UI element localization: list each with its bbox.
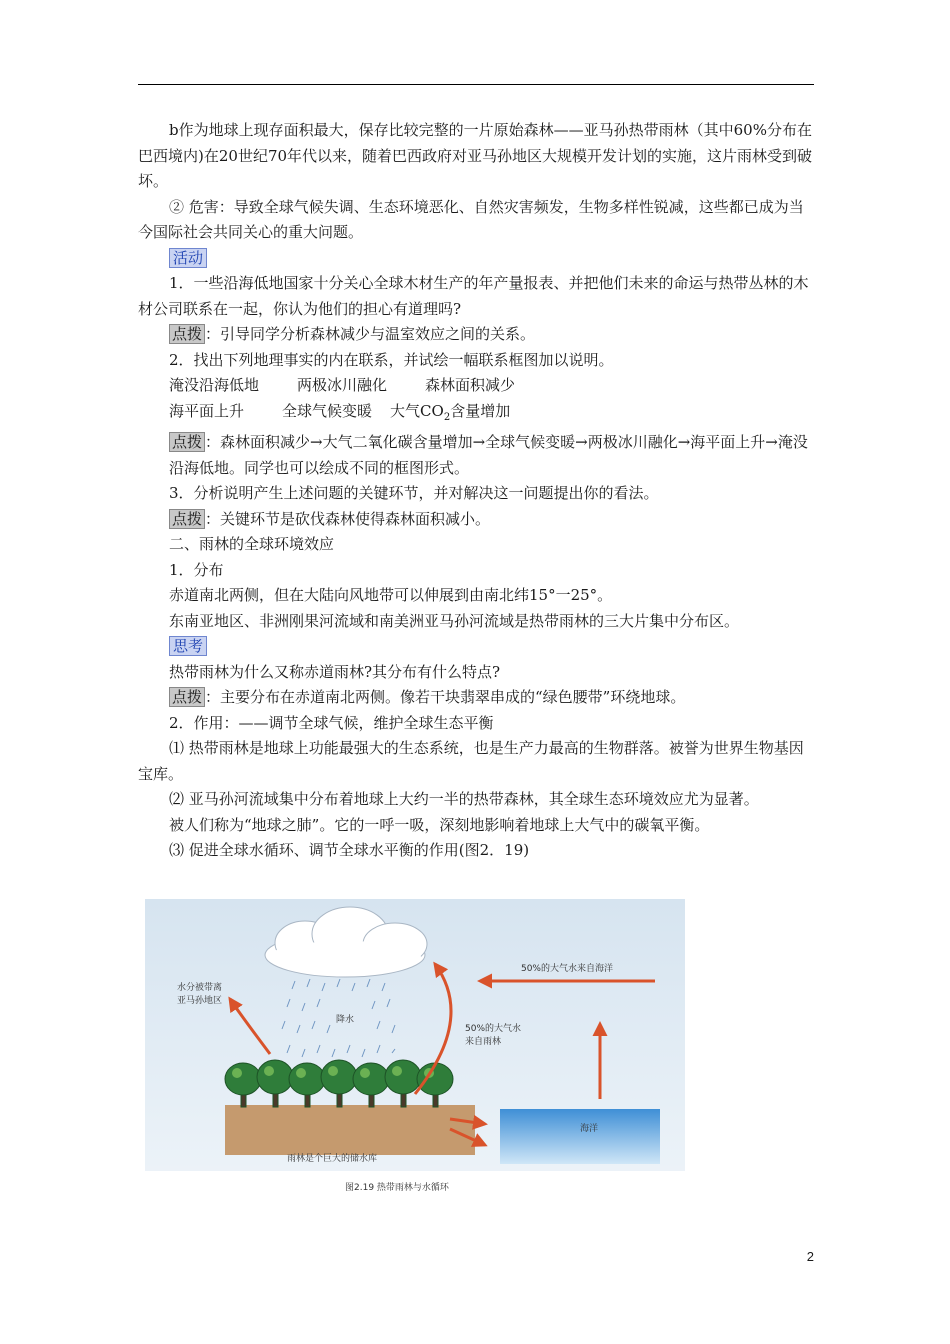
activity-heading bbox=[138, 246, 814, 272]
think-tag: 思考 bbox=[169, 636, 207, 656]
hint-1-text: ：引导同学分析森林减少与温室效应之间的关系。 bbox=[205, 325, 536, 343]
hint-label: 点拨 bbox=[169, 509, 205, 529]
role-title: 2．作用：——调节全球气候，维护全球生态平衡 bbox=[169, 713, 494, 732]
fact-4: 海平面上升 bbox=[169, 401, 245, 420]
hint-1 bbox=[138, 322, 814, 348]
think-question: 热带雨林为什么又称赤道雨林?其分布有什么特点? bbox=[169, 662, 501, 681]
question-1: 1．一些沿海低地国家十分关心全球木材生产的年产量报表、并把他们未来的命运与热带丛林的木材公司联系在一起，你认为他们的担心有道理吗? bbox=[138, 274, 809, 318]
section-heading: 二、雨林的全球环境效应 bbox=[169, 535, 335, 553]
hint-4 bbox=[138, 685, 814, 711]
role-1: ⑴ 热带雨林是地球上功能最强大的生态系统，也是生产力最高的生物群落。被誉为世界生物基因宝库。 bbox=[138, 739, 804, 783]
paragraph-harm: ② 危害：导致全球气候失调、生态环境恶化、自然灾害频发，生物多样性锐减，这些都已成为当今国际社会共同关心的重大问题。 bbox=[138, 197, 804, 241]
hint-label: 点拨 bbox=[169, 324, 205, 344]
fact-3: 森林面积减少 bbox=[425, 376, 516, 394]
moisture-out-label-2: 亚马孙地区 bbox=[177, 996, 223, 1006]
water-cycle-figure bbox=[145, 899, 685, 1199]
role-3: ⑶ 促进全球水循环、调节全球水平衡的作用(图2．19) bbox=[169, 841, 530, 859]
facts-row-2 bbox=[138, 399, 814, 431]
figure-caption: 图2.19 热带雨林与水循环 bbox=[345, 1183, 449, 1193]
question-3: 3．分析说明产生上述问题的关键环节，并对解决这一问题提出你的看法。 bbox=[169, 484, 659, 502]
question-2: 2．找出下列地理事实的内在联系，并试绘一幅联系框图加以说明。 bbox=[169, 350, 614, 369]
ocean-label: 海洋 bbox=[579, 1124, 599, 1134]
ocean bbox=[500, 1109, 660, 1164]
ocean-source-label: 50%的大气水来自海洋 bbox=[520, 964, 614, 974]
distribution-1: 赤道南北两侧，但在大陆向风地带可以伸展到由南北纬15°一25°。 bbox=[169, 586, 613, 604]
hint-4-text: ：主要分布在赤道南北两侧。像若干块翡翠串成的“绿色腰带”环绕地球。 bbox=[205, 688, 686, 706]
hint-2 bbox=[138, 430, 814, 481]
distribution-2: 东南亚地区、非洲刚果河流域和南美洲亚马孙河流域是热带雨林的三大片集中分布区。 bbox=[169, 611, 740, 630]
hint-label: 点拨 bbox=[169, 687, 205, 707]
paragraph-b: b作为地球上现存面积最大，保存比较完整的一片原始森林——亚马孙热带雨林（其中60%分布在巴西境内)在20世纪70年代以来，随着巴西政府对亚马孙地区大规模开发计划的实施，这片雨林受到破坏。 bbox=[138, 121, 813, 190]
hint-3 bbox=[138, 507, 814, 533]
page-number: 2 bbox=[806, 1249, 814, 1264]
hint-3-text: ：关键环节是砍伐森林使得森林面积减小。 bbox=[205, 509, 491, 528]
forest-source-label-2: 来自雨林 bbox=[465, 1037, 502, 1047]
think-heading bbox=[138, 634, 814, 660]
header-rule bbox=[138, 84, 814, 85]
moisture-out-label-1: 水分被带离 bbox=[177, 983, 223, 993]
role-2a: ⑵ 亚马孙河流域集中分布着地球上大约一半的热带森林，其全球生态环境效应尤为显著。 bbox=[169, 790, 759, 808]
fact-2: 两极冰川融化 bbox=[297, 376, 388, 394]
hint-2-text: ：森林面积减少→大气二氧化碳含量增加→全球气候变暖→两极冰川融化→海平面上升→淹没沿海低地。同学也可以绘成不同的框图形式。 bbox=[169, 433, 808, 477]
distribution-title: 1．分布 bbox=[169, 560, 224, 579]
soil bbox=[225, 1105, 475, 1155]
forest-source-label-1: 50%的大气水 bbox=[465, 1024, 522, 1034]
fact-5: 全球气候变暖 bbox=[282, 401, 373, 420]
reservoir-label: 雨林是个巨大的储水库 bbox=[287, 1154, 378, 1164]
role-2b: 被人们称为“地球之肺”。它的一呼一吸，深刻地影响着地球上大气中的碳氧平衡。 bbox=[169, 815, 710, 834]
fact-1: 淹没沿海低地 bbox=[169, 376, 260, 394]
document-body bbox=[138, 118, 814, 864]
hint-label: 点拨 bbox=[169, 432, 205, 452]
facts-row-1 bbox=[138, 373, 814, 399]
rain-label: 降水 bbox=[335, 1015, 355, 1025]
activity-tag: 活动 bbox=[169, 248, 207, 268]
fact-6: 大气$CO_2$含量增加 bbox=[390, 401, 511, 423]
water-cycle-diagram bbox=[145, 899, 685, 1199]
